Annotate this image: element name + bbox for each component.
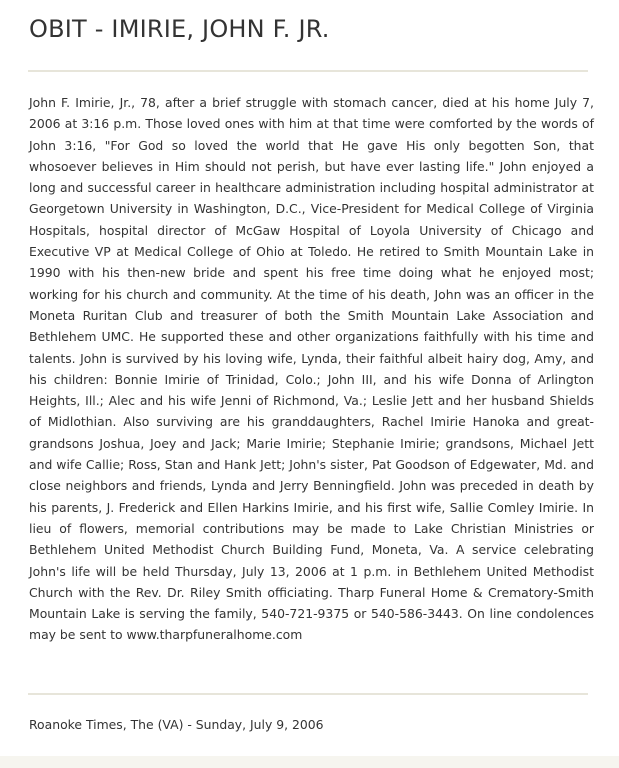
top-divider bbox=[28, 70, 588, 72]
page-title: OBIT - IMIRIE, JOHN F. JR. bbox=[29, 15, 330, 43]
bottom-divider bbox=[28, 693, 588, 695]
source-line: Roanoke Times, The (VA) - Sunday, July 9, 2006 bbox=[29, 717, 324, 732]
footer-band bbox=[0, 756, 619, 768]
obituary-body: John F. Imirie, Jr., 78, after a brief struggle with stomach cancer, died at his home July 7, 2006 at 3:16 p.m. Those loved ones with him at that time were comforted by the words of John 3:16, "For God so loved the world that He gave His only begotten Son, that whosoever believes in Him should not perish, but have ever lasting life." John enjoyed a long and successful career in healthcare administration including hospital administrator at Georgetown University in Washington, D.C., Vice-President for Medical College of Virginia Hospitals, hospital director of McGaw Hospital of Loyola University of Chicago and Executive VP at Medical College of Ohio at Toledo. He retired to Smith Mountain Lake in 1990 with his then-new bride and spent his free time doing what he enjoyed most; working for his church and community. At the time of his death, John was an officer in the Moneta Ruritan Club and treasurer of both the Smith Mountain Lake Association and Bethlehem UMC. He supported these and other organizations faithfully with his time and talents. John is survived by his loving wife, Lynda, their faithful albeit hairy dog, Amy, and his children: Bonnie Imirie of Trinidad, Colo.; John III, and his wife Donna of Arlington Heights, Ill.; Alec and his wife Jenni of Richmond, Va.; Leslie Jett and her husband Shields of Midlothian. Also surviving are his granddaughters, Rachel Imirie Hanoka and great-grandsons Joshua, Joey and Jack; Marie Imirie; Stephanie Imirie; grandsons, Michael Jett and wife Callie; Ross, Stan and Hank Jett; John's sister, Pat Goodson of Edgewater, Md. and close neighbors and friends, Lynda and Jerry Benningfield. John was preceded in death by his parents, J. Frederick and Ellen Harkins Imirie, and his first wife, Sallie Comley Imirie. In lieu of flowers, memorial contributions may be made to Lake Christian Ministries or Bethlehem United Methodist Church Building Fund, Moneta, Va. A service celebrating John's life will be held Thursday, July 13, 2006 at 1 p.m. in Bethlehem United Methodist Church with the Rev. Dr. Riley Smith officiating. Tharp Funeral Home & Crematory-Smith Mountain Lake is serving the family, 540-721-9375 or 540-586-3443. On line condolences may be sent to www.tharpfuneralhome.com bbox=[29, 95, 594, 643]
